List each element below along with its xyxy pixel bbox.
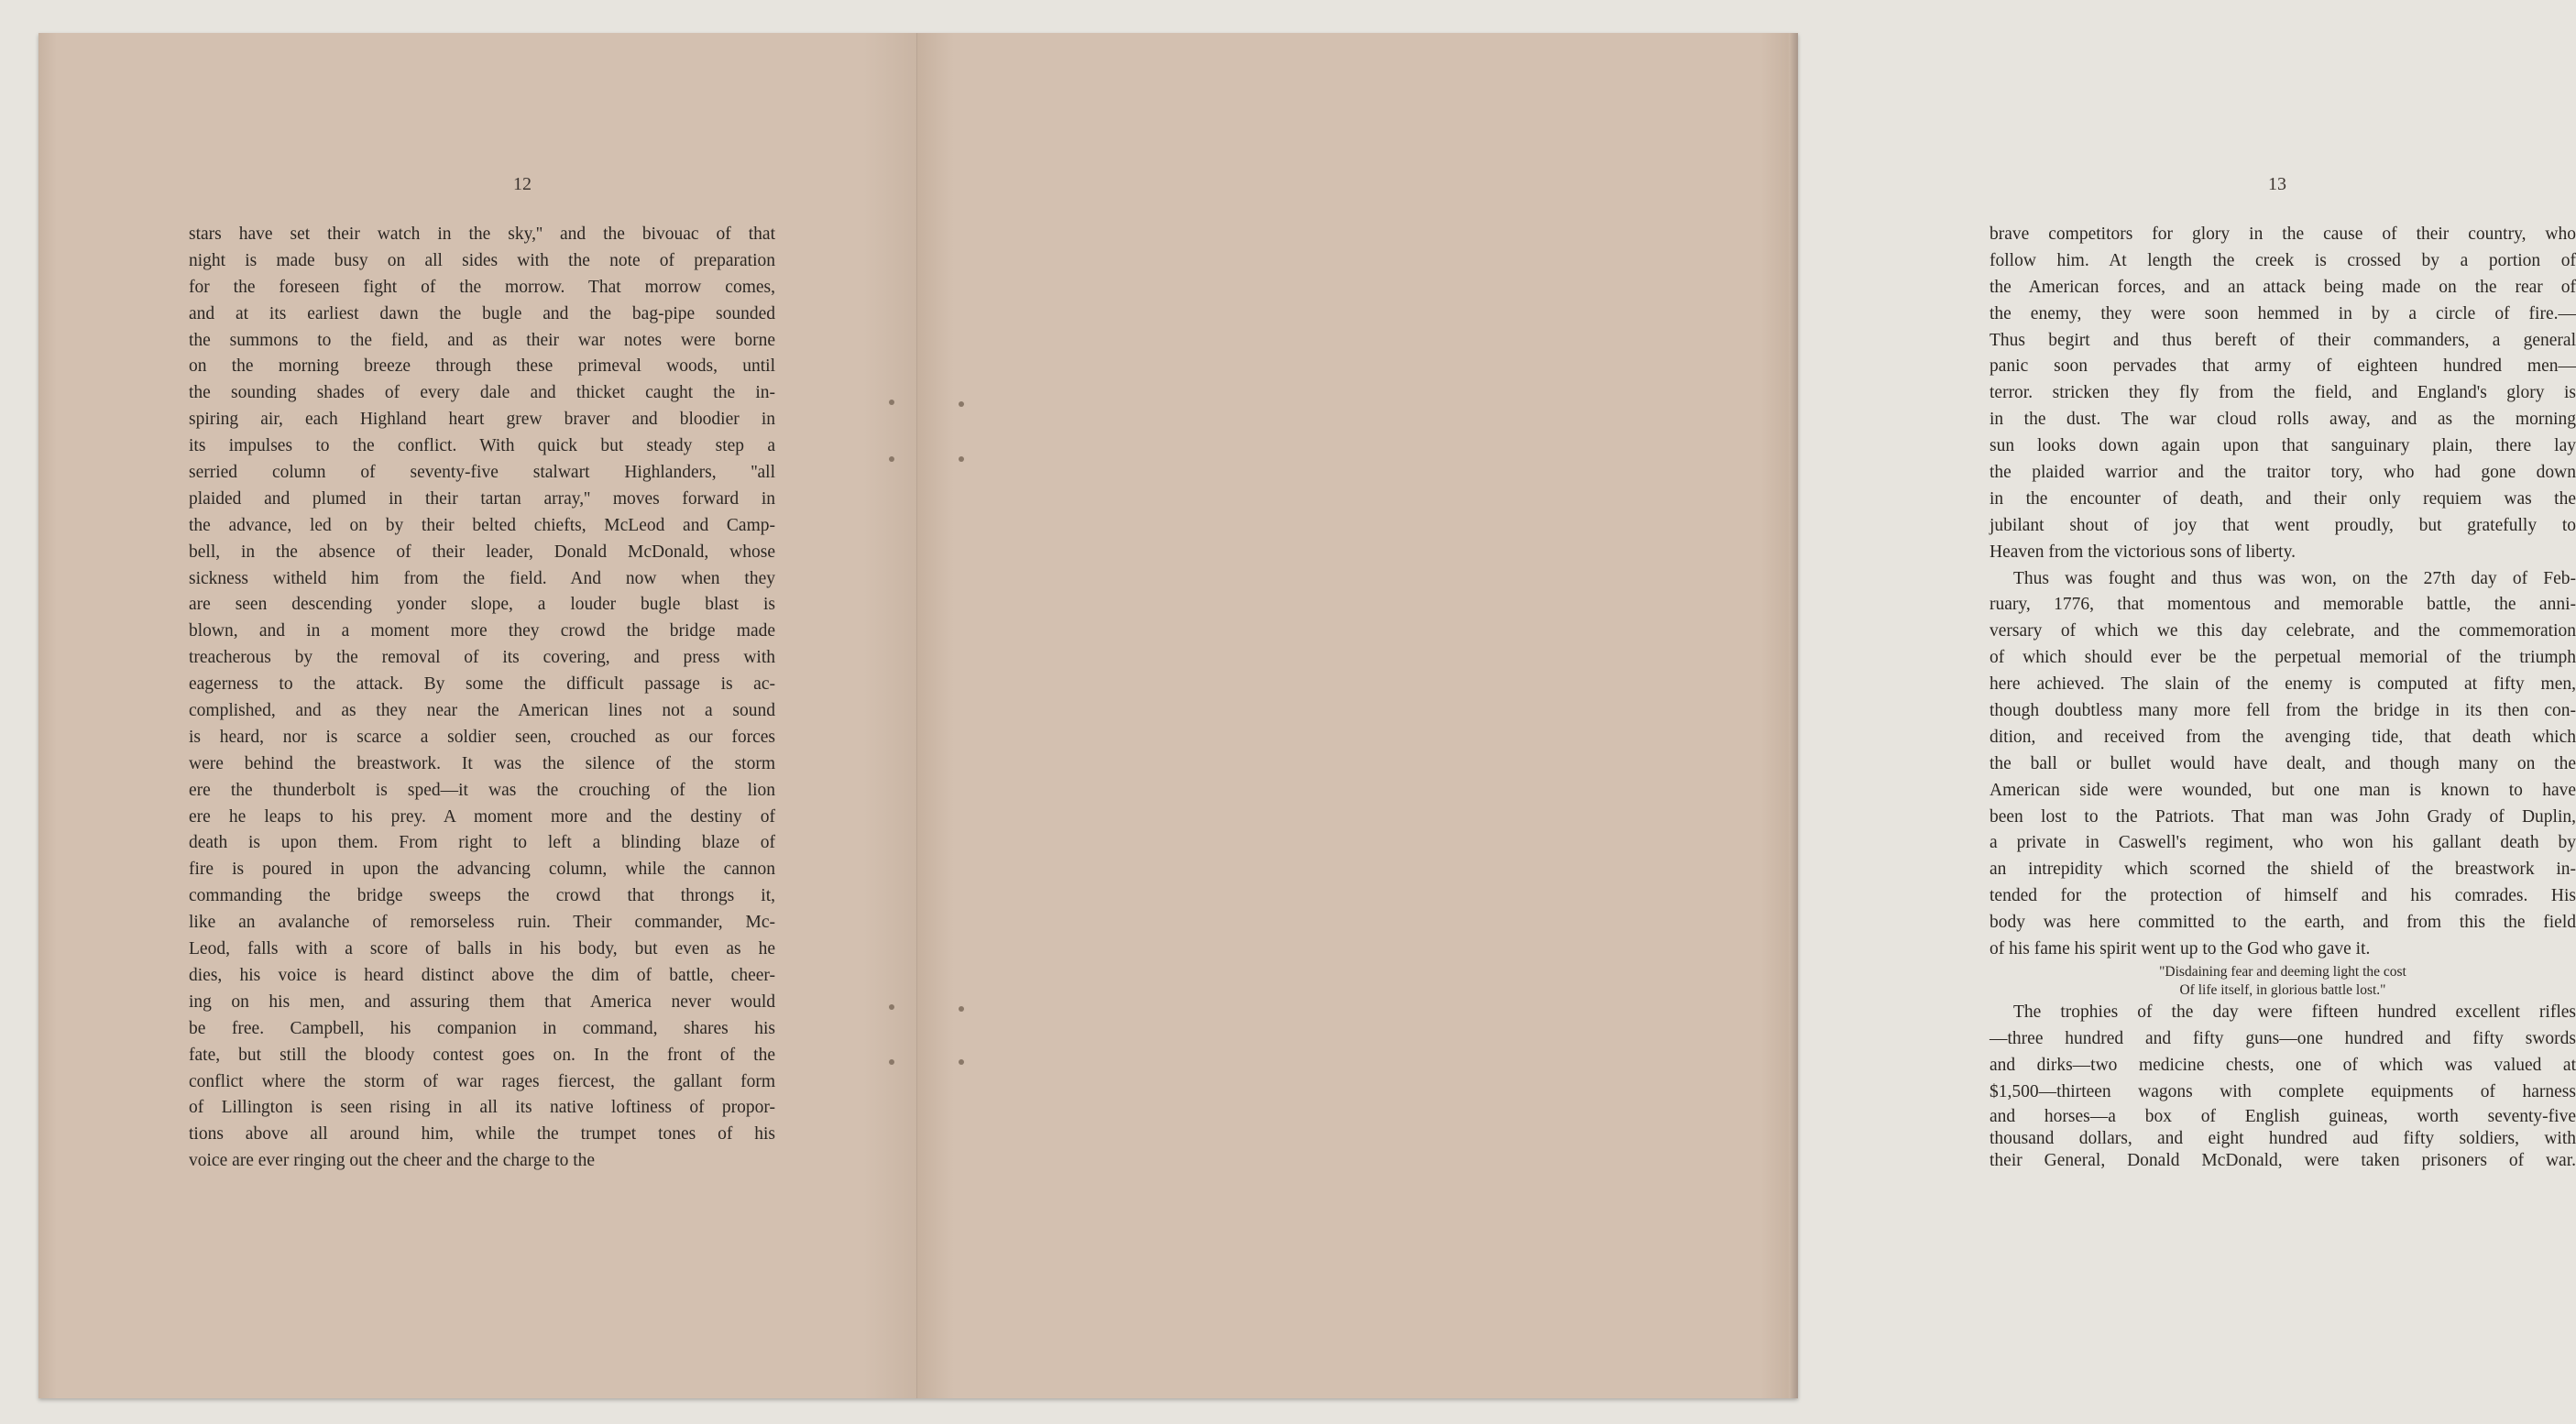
binding-stitch — [959, 401, 964, 407]
text-line: fire is poured in upon the advancing column, while the cannon — [189, 860, 775, 880]
text-line: night is made busy on all sides with the note of preparation — [189, 250, 775, 270]
text-line: death is upon them. From right to left a blinding blaze of — [189, 833, 775, 853]
text-line: on the morning breeze through these primeval woods, until — [189, 356, 775, 377]
page-number-right: 13 — [2268, 174, 2286, 194]
text-line: Heaven from the victorious sons of liberty. — [1990, 542, 2296, 562]
text-line: in the dust. The war cloud rolls away, and as the morning — [1990, 410, 2576, 430]
text-line: like an avalanche of remorseless ruin. Their commander, Mc- — [189, 913, 775, 933]
text-line: the advance, led on by their belted chiefts, McLeod and Camp- — [189, 515, 775, 535]
trophies-paragraph — [1990, 1000, 2576, 1106]
text-line: ere he leaps to his prey. A moment more and the destiny of — [189, 806, 775, 827]
text-line: ing on his men, and assuring them that America never would — [189, 991, 775, 1012]
text-line: tended for the protection of himself and his comrades. His — [1990, 886, 2576, 906]
binding-stitch — [959, 1059, 964, 1065]
text-line: sickness witheld him from the field. And now when they — [189, 568, 775, 588]
text-line: thousand dollars, and eight hundred aud fifty soldiers, with — [1990, 1128, 2576, 1148]
text-line: $1,500—thirteen wagons with complete equipments of harness — [1990, 1081, 2576, 1101]
text-line: ruary, 1776, that momentous and memorable battle, the anni- — [1990, 595, 2576, 615]
open-book — [38, 33, 2576, 1398]
text-line: body was here committed to the earth, and from this the field — [1990, 913, 2576, 933]
text-line: a private in Caswell's regiment, who won his gallant death by — [1990, 833, 2576, 853]
text-line: the American forces, and an attack being made on the rear of — [1990, 277, 2576, 297]
text-line: though doubtless many more fell from the bridge in its then con- — [1990, 701, 2576, 721]
text-line: serried column of seventy-five stalwart Highlanders, ''all — [189, 463, 775, 483]
text-line: Leod, falls with a score of balls in his body, but even as he — [189, 939, 775, 959]
text-line: its impulses to the conflict. With quick but steady step a — [189, 436, 775, 456]
left-page-text — [189, 222, 775, 1175]
binding-stitch — [889, 1059, 894, 1065]
text-line: the ball or bullet would have dealt, and though many on the — [1990, 753, 2576, 773]
binding-stitch — [889, 1004, 894, 1010]
text-line: American side were wounded, but one man is known to have — [1990, 780, 2576, 800]
binding-stitch — [959, 456, 964, 462]
text-line: ere the thunderbolt is sped—it was the crouching of the lion — [189, 780, 775, 800]
text-line: follow him. At length the creek is crossed by a portion of — [1990, 250, 2576, 270]
text-line: here achieved. The slain of the enemy is computed at fifty men, — [1990, 674, 2576, 695]
text-line: for the foreseen fight of the morrow. That morrow comes, — [189, 277, 775, 297]
text-line: the sounding shades of every dale and thicket caught the in- — [189, 383, 775, 403]
text-line: commanding the bridge sweeps the crowd that throngs it, — [189, 886, 775, 906]
text-line: Thus begirt and thus bereft of their commanders, a general — [1990, 330, 2576, 350]
text-line: of Lillington is seen rising in all its native loftiness of propor- — [189, 1098, 775, 1118]
text-line: of his fame his spirit went up to the God who gave it. — [1990, 939, 2371, 959]
binding-stitch — [889, 456, 894, 462]
text-line: brave competitors for glory in the cause of their country, who — [1990, 225, 2576, 244]
text-line: jubilant shout of joy that went proudly, but gratefully to — [1990, 515, 2576, 535]
text-line: the summons to the field, and as their war notes were borne — [189, 330, 775, 350]
text-line: panic soon pervades that army of eighteen hundred men— — [1990, 356, 2576, 377]
text-line: tions above all around him, while the trumpet tones of his — [189, 1124, 775, 1145]
page-number-left: 12 — [513, 174, 532, 194]
text-line: their General, Donald McDonald, were taken prisoners of war. — [1990, 1150, 2576, 1170]
left-page — [38, 33, 917, 1398]
text-line: voice are ever ringing out the cheer and the charge to the — [189, 1151, 596, 1171]
text-line: Thus was fought and thus was won, on the 27th day of Feb- — [2013, 568, 2576, 588]
text-line: The trophies of the day were fifteen hundred excellent rifles — [2013, 1002, 2576, 1022]
text-line: fate, but still the bloody contest goes on. In the front of the — [189, 1045, 775, 1065]
text-line: the plaided warrior and the traitor tory, who had gone down — [1990, 463, 2576, 483]
text-line: is heard, nor is scarce a soldier seen, crouched as our forces — [189, 727, 775, 747]
text-line: bell, in the absence of their leader, Donald McDonald, whose — [189, 542, 775, 562]
text-line: spiring air, each Highland heart grew braver and bloodier in — [189, 410, 775, 430]
text-line: be free. Campbell, his companion in command, shares his — [189, 1018, 775, 1038]
text-line: terror. stricken they fly from the field, and England's glory is — [1990, 383, 2576, 403]
text-line: the enemy, they were soon hemmed in by a circle of fire.— — [1990, 303, 2576, 323]
text-line: —three hundred and fifty guns—one hundred and fifty swords — [1990, 1028, 2576, 1048]
binding-stitch — [889, 400, 894, 405]
book-edge-right — [1789, 33, 1798, 1398]
text-line: and at its earliest dawn the bugle and the bag-pipe sounded — [189, 303, 775, 323]
text-line: been lost to the Patriots. That man was John Grady of Duplin, — [1990, 806, 2576, 827]
text-line: conflict where the storm of war rages fiercest, the gallant form — [189, 1071, 775, 1091]
quote-line: "Disdaining fear and deeming light the cost — [2159, 963, 2406, 980]
text-line: of which should ever be the perpetual memorial of the triumph — [1990, 648, 2576, 668]
text-line: blown, and in a moment more they crowd the bridge made — [189, 621, 775, 641]
right-page-text — [1990, 222, 2576, 1172]
text-line: in the encounter of death, and their only requiem was the — [1990, 488, 2576, 509]
right-page — [917, 33, 2576, 1398]
right-page-paragraphs — [1990, 222, 2576, 963]
text-line: treacherous by the removal of its covering, and press with — [189, 648, 775, 668]
text-line: eagerness to the attack. By some the difficult passage is ac- — [189, 674, 775, 695]
text-line: sun looks down again upon that sanguinary plain, there lay — [1990, 436, 2576, 456]
text-line: dies, his voice is heard distinct above the dim of battle, cheer- — [189, 965, 775, 985]
text-line: and horses—a box of English guineas, worth seventy-five — [1990, 1106, 2576, 1126]
text-line: stars have set their watch in the sky,'' and the bivouac of that — [189, 225, 775, 244]
text-line: versary of which we this day celebrate, and the commemoration — [1990, 621, 2576, 641]
text-line: complished, and as they near the American lines not a sound — [189, 701, 775, 721]
text-line: dition, and received from the avenging tide, that death which — [1990, 727, 2576, 747]
binding-stitch — [959, 1006, 964, 1012]
text-line: plaided and plumed in their tartan array,'' moves forward in — [189, 488, 775, 509]
verse-quotation — [1990, 963, 2576, 1000]
text-line: and dirks—two medicine chests, one of which was valued at — [1990, 1055, 2576, 1075]
trophies-paragraph-continued — [1990, 1106, 2576, 1172]
quote-line: Of life itself, in glorious battle lost." — [2179, 981, 2386, 998]
text-line: an intrepidity which scorned the shield of the breastwork in- — [1990, 860, 2576, 880]
text-line: are seen descending yonder slope, a louder bugle blast is — [189, 595, 775, 615]
text-line: were behind the breastwork. It was the silence of the storm — [189, 753, 775, 773]
